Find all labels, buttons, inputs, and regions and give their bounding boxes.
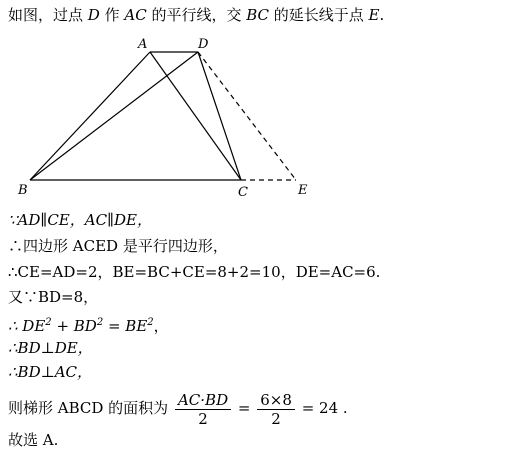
segment-bd	[30, 52, 198, 180]
segment-bc-ref: BC	[246, 6, 269, 24]
label-b: B	[18, 183, 28, 198]
label-d: D	[198, 37, 209, 52]
solution-line-6: ∴BD⊥DE，	[8, 339, 93, 357]
fraction-2-numerator: 6×8	[257, 391, 295, 410]
segment-ac	[150, 52, 241, 180]
solution-line-3: ∴CE=AD=2，BE=BC+CE=8+2=10，DE=AC=6.	[8, 263, 381, 281]
problem-text-4: 的延长线于点	[269, 6, 369, 24]
fraction-1-numerator: AC·BD	[175, 391, 231, 410]
pythag-end: ，	[153, 317, 169, 335]
pythag-de: ∴ DE	[8, 317, 46, 335]
pythag-exp-3: 2	[147, 317, 154, 328]
label-a: A	[138, 37, 148, 52]
solution-line-5	[8, 313, 169, 336]
pythag-be: = BE	[103, 317, 148, 335]
area-prefix: 则梯形 ABCD 的面积为	[8, 399, 169, 417]
solution-line-2: ∴四边形 ACED 是平行四边形，	[8, 237, 228, 255]
solution-line-7: ∴BD⊥AC，	[8, 363, 93, 381]
point-e-ref: E	[368, 6, 380, 24]
solution-line-4: 又∵BD=8，	[8, 288, 99, 306]
fraction-6-8	[257, 391, 295, 428]
equals-1: =	[237, 399, 251, 417]
solution-line-1: ∵AD∥CE，AC∥DE，	[8, 211, 152, 229]
geometry-figure	[0, 0, 520, 210]
problem-text-5: .	[379, 6, 385, 24]
solution-line-9: 故选 A.	[8, 431, 59, 449]
fraction-1-denominator: 2	[198, 409, 208, 428]
problem-text-3: 的平行线，交	[146, 6, 247, 24]
segment-dc	[198, 52, 241, 180]
problem-text-2: 作	[99, 6, 125, 24]
segment-ac-ref: AC	[124, 6, 147, 24]
area-result: = 24 .	[301, 399, 348, 417]
segment-de-dashed	[198, 52, 296, 180]
pythag-exp-2: 2	[96, 317, 104, 328]
pythag-exp-1: 2	[45, 317, 52, 328]
point-d-ref: D	[87, 6, 100, 24]
fraction-ac-bd	[175, 391, 231, 428]
pythag-bd: + BD	[51, 317, 97, 335]
problem-text-1: 如图，过点	[8, 6, 88, 24]
label-e: E	[298, 183, 308, 198]
segment-ab	[30, 52, 150, 180]
solution-line-8	[8, 386, 348, 430]
label-c: C	[238, 185, 248, 200]
fraction-2-denominator: 2	[271, 409, 281, 428]
